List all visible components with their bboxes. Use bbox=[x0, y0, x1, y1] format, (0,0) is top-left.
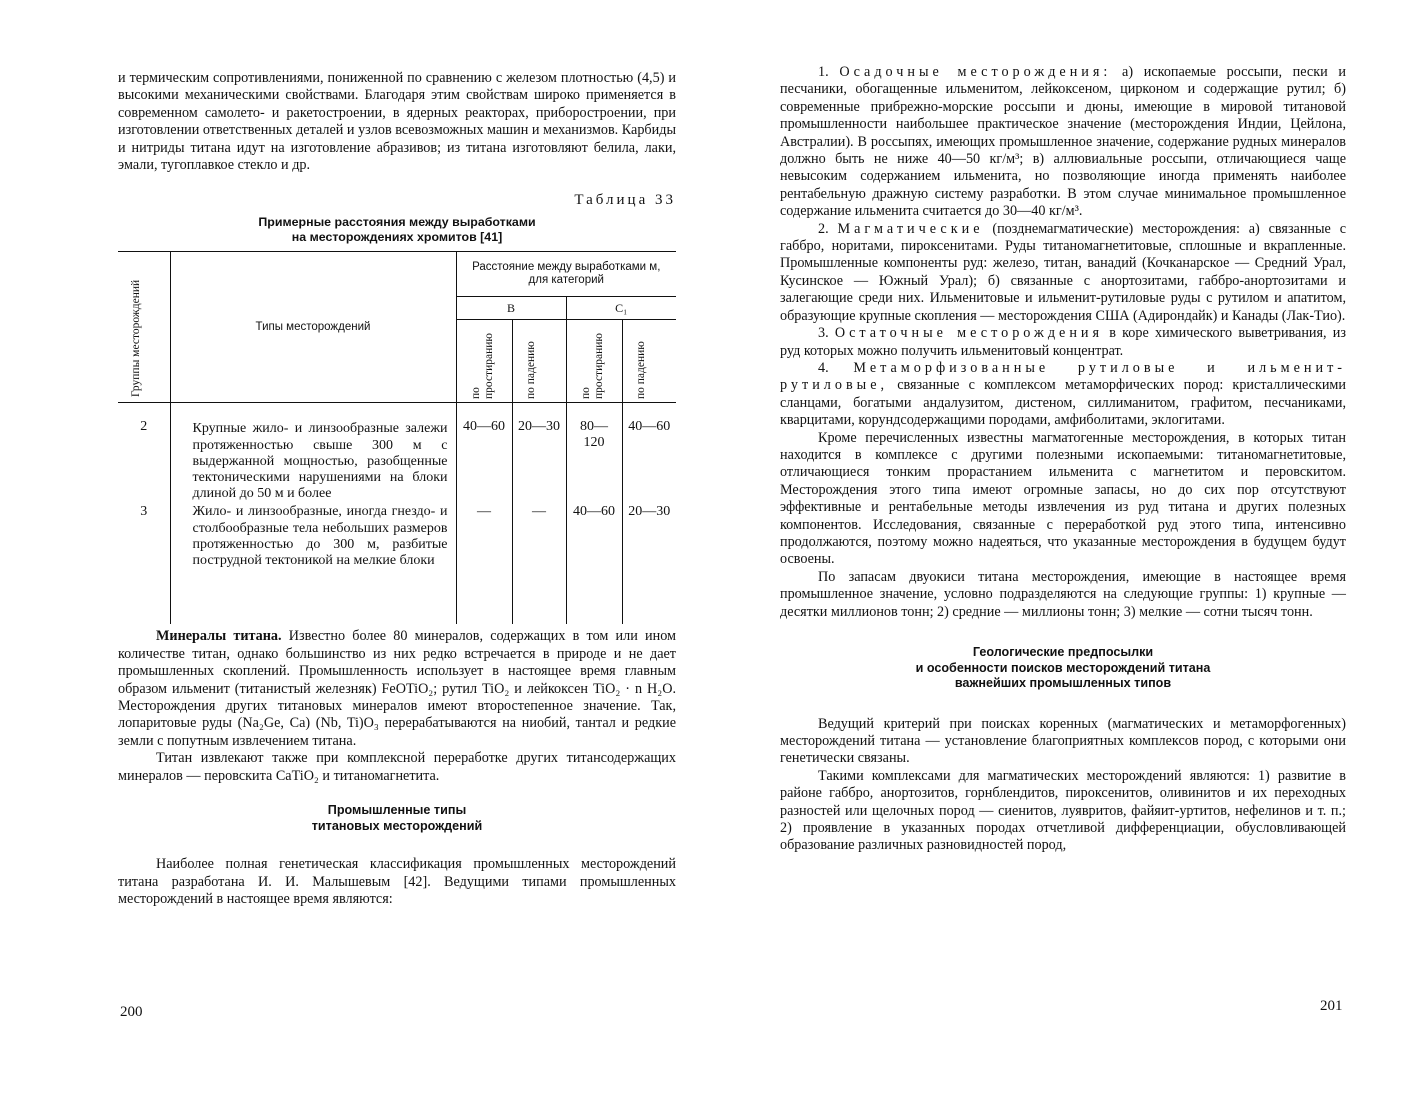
other-deposits-paragraph: Кроме перечисленных известны магматогенные месторождения, в которых титан находится в комплексе с другими полезными ископаемыми: титаномагнетитовые, отличающиеся тонким прорастанием ильменита с магнетитом и перовскитом. Месторождения этого типа имеют огромные запасы, но до сих пор отсутствуют эффективные и рентабельные методы извлечения из руд титана и других полезных компонентов. Исследования, связанные с переработкой руд этого типа, интенсивно продолжаются, поэтому можно надеяться, что указанные месторождения в будущем будут освоены. bbox=[780, 429, 1346, 568]
item3-text: в коре химического выветривания, из руд которых можно получить ильменитовый концентрат. bbox=[780, 325, 1346, 359]
page-number-left: 200 bbox=[120, 1004, 143, 1020]
deposits-table bbox=[118, 251, 676, 624]
row-group: 2 bbox=[118, 403, 170, 503]
classification-paragraph: Наиболее полная генетическая классификация промышленных месторождений титана разработана И. И. Малышевым [42]. Ведущими типами промышленных месторождений в настоящее время являются: bbox=[118, 856, 676, 907]
intro-paragraph: и термическим сопротивлениями, пониженной по сравнению с железом плотностью (4,5) и высокими механическими свойствами. Благодаря этим свойствам широко применяется в современном самолето- и ракетостроении, в ядерных реакторах, приборостроении, при изготовлении ответственных деталей и узлов всевозможных машин и механизмов. Карбиды и нитриды титана идут на изготовление абразивов; из титана изготовляют белила, лаки, эмали, тугоплавкое стекло и др. bbox=[118, 70, 676, 174]
row-b-dip: 20—30 bbox=[512, 403, 566, 503]
item2-text: (позднемагматические) месторождения: а) связанные с габбро, норитами, пироксенитами. Руды титаномагнетитовые, сплошные и вкрапленные. Промышленные компоненты руд: железо, титан, ванадий (Кочканарское — Средний Урал, Кусинское — Южный Урал); б) связанные с анортозитами, габбро-анортозитами и залегающие среди них. Ильменитовые и ильменит-рутиловые руды с рутилом и апатитом, образующие крупные скопления — месторождения США (Адирондайк) и Канады (Лак-Тио). bbox=[780, 220, 1346, 324]
row-c1-strike: 80—120 bbox=[566, 403, 622, 503]
sub-strike-b: по простиранию bbox=[470, 333, 495, 400]
section-heading-line2: и особенности поисков месторождений титана bbox=[915, 660, 1211, 675]
row-c1-dip: 20—30 bbox=[628, 504, 671, 520]
complexes-paragraph: Такими комплексами для магматических месторождений являются: 1) развитие в районе габбро, анортозитов, горнблендитов, пироксенитов, оливинитов и их переходных разностей или щелочных пород — сиенитов, луявритов, файяит-уртитов, нефелинов и т. п.; 2) проявление в указанных породах отчетливой дифференциации, обусловливающей образование различных разновидностей пород, bbox=[780, 767, 1346, 854]
item4-text: связанные с комплексом метаморфических пород: кристаллическими сланцами, богатыми андалузитом, дистеном, силлиманитом, графитом, песчаниками, кварцитами, корундсодержащими породами, амфиболитами, эклогитами. bbox=[780, 377, 1346, 429]
row-b-strike: — bbox=[456, 502, 512, 624]
reserves-paragraph: По запасам двуокиси титана месторождения, имеющие в настоящее время промышленное значение, условно подразделяются на следующие группы: 1) крупные — десятки миллионов тонн; 2) средние — миллионы тонн; 3) мелкие — сотни тысяч тонн. bbox=[780, 568, 1346, 620]
minerals-text: Известно более 80 минералов, содержащих в том или ином количестве титан, однако большинство из них редко встречается в природе и не дает промышленных скоплений. Промышленность использует в настоящее время главным образом ильменит (титанистый железняк) FeOTiO₂; рутил TiO₂ и лейкоксен TiO₂ · n H₂O. Месторождения других титановых минералов имеют второстепенное значение. Так, лопаритовые руды (Na₂Ge, Ca) (Nb, Ti)O₃ перерабатываются на ниобий, тантал и редкие земли с попутным извлечением титана. bbox=[118, 628, 676, 749]
minerals-paragraph bbox=[118, 628, 676, 750]
item4-number: 4. bbox=[818, 359, 829, 376]
item2-paragraph bbox=[780, 221, 1346, 325]
table-row bbox=[118, 502, 676, 624]
sub-dip-c1: по падению bbox=[635, 341, 648, 400]
table-number: Таблица 33 bbox=[574, 192, 676, 209]
item1-text: а) ископаемые россыпи, пески и песчаники, обогащенные ильменитом, лейкоксеном, цирконом и содержащие рутил; б) современные прибрежно-морские россыпи и дюны, имеющие в мировой титановой промышленности наибольшее практическое значение (месторождения Индии, Цейлона, Австралии). В россыпях, имеющих промышленное значение, содержание рудных минералов должно быть не ниже 40—50 кг/м³; в) аллювиальные россыпи, отличающиеся чаще невысоким содержанием ильменита, но позволяющие иногда применять наиболее рентабельную дражную систему разработки. В этом случае минимальное промышленное содержание ильменита считается до 30—40 кг/м³. bbox=[780, 64, 1346, 220]
section-heading-line2: титановых месторождений bbox=[311, 818, 483, 833]
section-heading-line1: Промышленные типы bbox=[327, 803, 467, 818]
section-heading-line1: Геологические предпосылки bbox=[972, 645, 1154, 659]
item4-title: Метаморфизованные рутиловые и ильменит-рутиловые, bbox=[780, 359, 1347, 394]
right-page bbox=[780, 0, 1346, 855]
sub-strike-c1: по простиранию bbox=[580, 333, 605, 400]
col-types-header: Типы месторождений bbox=[170, 252, 456, 403]
item1-paragraph bbox=[780, 64, 1346, 221]
item2-title: Магматические bbox=[837, 220, 984, 237]
section-heading-line3: важнейших промышленных типов bbox=[954, 676, 1172, 690]
left-page bbox=[118, 0, 676, 908]
page-number-right: 201 bbox=[1320, 998, 1343, 1014]
cat-c1-header: C₁ bbox=[566, 297, 676, 320]
row-c1-strike: 40—60 bbox=[566, 502, 622, 624]
item3-number: 3. bbox=[818, 325, 829, 342]
col-group-header: Группы месторождений bbox=[129, 280, 142, 398]
row-type: Жило- и линзообразные, иногда гнездо- и столбообразные тела небольших размеров протяженностью до 300 м, разбитые пострудной тектоникой на мелкие блоки bbox=[170, 502, 456, 624]
table-caption-line2: на месторождениях хромитов [41] bbox=[291, 230, 503, 245]
row-b-strike: 40—60 bbox=[456, 403, 512, 503]
item1-number: 1. bbox=[818, 64, 829, 80]
sub-dip-b: по падению bbox=[525, 341, 537, 400]
item2-number: 2. bbox=[818, 220, 829, 237]
row-group: 3 bbox=[118, 502, 170, 624]
item3-paragraph bbox=[780, 325, 1346, 360]
row-c1-dip: 40—60 bbox=[628, 419, 671, 435]
criterion-paragraph: Ведущий критерий при поисках коренных (магматических и метаморфогенных) месторождений титана — установление благоприятных комплексов пород, с которыми они генетически связаны. bbox=[780, 715, 1346, 767]
minerals-lead: Минералы титана. bbox=[156, 628, 282, 645]
table-caption-line1: Примерные расстояния между выработками bbox=[258, 215, 536, 230]
item3-title: Остаточные месторождения bbox=[834, 325, 1104, 342]
col-distance-header: Расстояние между выработками м, для категорий bbox=[456, 252, 676, 297]
item4-paragraph bbox=[780, 360, 1346, 430]
table-row bbox=[118, 403, 676, 503]
titan-paragraph: Титан извлекают также при комплексной переработке других титансодержащих минералов — перовскита CaTiO₂ и титаномагнетита. bbox=[118, 750, 676, 784]
cat-b-header: B bbox=[456, 297, 566, 320]
item1-title: Осадочные месторождения: bbox=[839, 64, 1112, 80]
row-type: Крупные жило- и линзообразные залежи протяженностью свыше 300 м с выдержанной мощностью, разобщенные тектоническими нарушениями на блоки длиной до 50 м и более bbox=[170, 403, 456, 503]
row-b-dip: — bbox=[512, 502, 566, 624]
